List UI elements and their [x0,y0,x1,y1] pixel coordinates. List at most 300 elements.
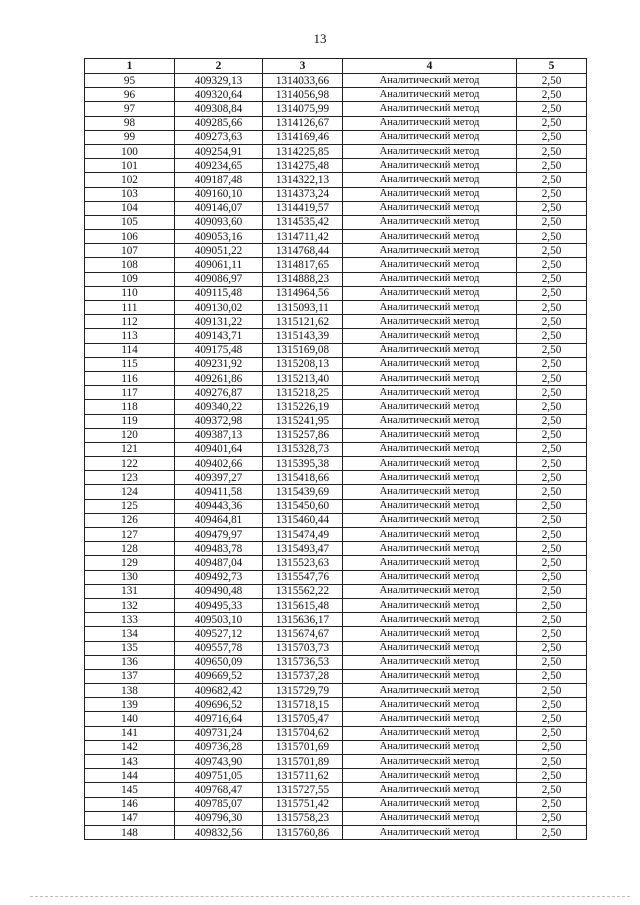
y-coordinate-cell: 1315701,89 [263,755,343,769]
accuracy-cell: 2,50 [517,485,587,499]
point-number-cell: 111 [85,301,175,315]
x-coordinate-cell: 409234,65 [175,159,263,173]
point-number-cell: 129 [85,556,175,570]
point-number-cell: 137 [85,669,175,683]
point-number-cell: 136 [85,655,175,669]
table-row [85,797,587,811]
accuracy-cell: 2,50 [517,102,587,116]
accuracy-cell: 2,50 [517,442,587,456]
point-number-cell: 141 [85,726,175,740]
accuracy-cell: 2,50 [517,627,587,641]
x-coordinate-cell: 409751,05 [175,769,263,783]
y-coordinate-cell: 1315703,73 [263,641,343,655]
point-number-cell: 100 [85,144,175,158]
method-cell: Аналитический метод [343,130,517,144]
y-coordinate-cell: 1314322,13 [263,173,343,187]
x-coordinate-cell: 409669,52 [175,669,263,683]
point-number-cell: 121 [85,442,175,456]
header-point-number: 1 [85,59,175,74]
point-number-cell: 139 [85,698,175,712]
x-coordinate-cell: 409086,97 [175,272,263,286]
method-cell: Аналитический метод [343,641,517,655]
accuracy-cell: 2,50 [517,428,587,442]
y-coordinate-cell: 1315751,42 [263,797,343,811]
table-row [85,201,587,215]
method-cell: Аналитический метод [343,201,517,215]
accuracy-cell: 2,50 [517,144,587,158]
y-coordinate-cell: 1315718,15 [263,698,343,712]
method-cell: Аналитический метод [343,173,517,187]
x-coordinate-cell: 409143,71 [175,329,263,343]
accuracy-cell: 2,50 [517,88,587,102]
point-number-cell: 146 [85,797,175,811]
y-coordinate-cell: 1314169,46 [263,130,343,144]
x-coordinate-cell: 409443,36 [175,499,263,513]
point-number-cell: 126 [85,513,175,527]
x-coordinate-cell: 409340,22 [175,400,263,414]
accuracy-cell: 2,50 [517,613,587,627]
table-row [85,230,587,244]
accuracy-cell: 2,50 [517,130,587,144]
method-cell: Аналитический метод [343,74,517,88]
accuracy-cell: 2,50 [517,769,587,783]
y-coordinate-cell: 1315257,86 [263,428,343,442]
y-coordinate-cell: 1315636,17 [263,613,343,627]
y-coordinate-cell: 1315562,22 [263,584,343,598]
x-coordinate-cell: 409387,13 [175,428,263,442]
table-row [85,726,587,740]
x-coordinate-cell: 409479,97 [175,528,263,542]
table-row [85,286,587,300]
x-coordinate-cell: 409495,33 [175,598,263,612]
method-cell: Аналитический метод [343,215,517,229]
method-cell: Аналитический метод [343,286,517,300]
point-number-cell: 110 [85,286,175,300]
method-cell: Аналитический метод [343,187,517,201]
accuracy-cell: 2,50 [517,315,587,329]
point-number-cell: 96 [85,88,175,102]
accuracy-cell: 2,50 [517,230,587,244]
y-coordinate-cell: 1315474,49 [263,528,343,542]
table-row [85,755,587,769]
point-number-cell: 116 [85,371,175,385]
x-coordinate-cell: 409308,84 [175,102,263,116]
y-coordinate-cell: 1315736,53 [263,655,343,669]
table-row [85,485,587,499]
x-coordinate-cell: 409487,04 [175,556,263,570]
x-coordinate-cell: 409650,09 [175,655,263,669]
x-coordinate-cell: 409175,48 [175,343,263,357]
coordinates-table [84,58,587,840]
table-row [85,386,587,400]
y-coordinate-cell: 1314056,98 [263,88,343,102]
accuracy-cell: 2,50 [517,386,587,400]
table-row [85,811,587,825]
y-coordinate-cell: 1315439,69 [263,485,343,499]
method-cell: Аналитический метод [343,230,517,244]
method-cell: Аналитический метод [343,669,517,683]
y-coordinate-cell: 1314964,56 [263,286,343,300]
method-cell: Аналитический метод [343,258,517,272]
point-number-cell: 128 [85,542,175,556]
y-coordinate-cell: 1315460,44 [263,513,343,527]
accuracy-cell: 2,50 [517,258,587,272]
point-number-cell: 104 [85,201,175,215]
accuracy-cell: 2,50 [517,371,587,385]
table-row [85,159,587,173]
method-cell: Аналитический метод [343,613,517,627]
y-coordinate-cell: 1315704,62 [263,726,343,740]
point-number-cell: 108 [85,258,175,272]
x-coordinate-cell: 409276,87 [175,386,263,400]
x-coordinate-cell: 409785,07 [175,797,263,811]
y-coordinate-cell: 1314373,24 [263,187,343,201]
x-coordinate-cell: 409743,90 [175,755,263,769]
accuracy-cell: 2,50 [517,244,587,258]
accuracy-cell: 2,50 [517,783,587,797]
point-number-cell: 120 [85,428,175,442]
table-row [85,457,587,471]
method-cell: Аналитический метод [343,712,517,726]
x-coordinate-cell: 409320,64 [175,88,263,102]
x-coordinate-cell: 409397,27 [175,471,263,485]
y-coordinate-cell: 1314711,42 [263,230,343,244]
x-coordinate-cell: 409492,73 [175,570,263,584]
y-coordinate-cell: 1314033,66 [263,74,343,88]
accuracy-cell: 2,50 [517,584,587,598]
accuracy-cell: 2,50 [517,329,587,343]
table-row [85,627,587,641]
x-coordinate-cell: 409146,07 [175,201,263,215]
x-coordinate-cell: 409731,24 [175,726,263,740]
accuracy-cell: 2,50 [517,641,587,655]
accuracy-cell: 2,50 [517,698,587,712]
x-coordinate-cell: 409160,10 [175,187,263,201]
method-cell: Аналитический метод [343,584,517,598]
method-cell: Аналитический метод [343,329,517,343]
table-row [85,88,587,102]
method-cell: Аналитический метод [343,244,517,258]
accuracy-cell: 2,50 [517,669,587,683]
accuracy-cell: 2,50 [517,528,587,542]
y-coordinate-cell: 1315758,23 [263,811,343,825]
method-cell: Аналитический метод [343,414,517,428]
table-row [85,769,587,783]
y-coordinate-cell: 1314888,23 [263,272,343,286]
header-y-coordinate: 3 [263,59,343,74]
point-number-cell: 112 [85,315,175,329]
method-cell: Аналитический метод [343,598,517,612]
point-number-cell: 103 [85,187,175,201]
x-coordinate-cell: 409131,22 [175,315,263,329]
point-number-cell: 97 [85,102,175,116]
table-row [85,712,587,726]
x-coordinate-cell: 409061,11 [175,258,263,272]
method-cell: Аналитический метод [343,740,517,754]
x-coordinate-cell: 409832,56 [175,825,263,839]
y-coordinate-cell: 1315328,73 [263,442,343,456]
x-coordinate-cell: 409464,81 [175,513,263,527]
y-coordinate-cell: 1315143,39 [263,329,343,343]
y-coordinate-cell: 1315615,48 [263,598,343,612]
accuracy-cell: 2,50 [517,173,587,187]
x-coordinate-cell: 409682,42 [175,684,263,698]
y-coordinate-cell: 1315241,95 [263,414,343,428]
x-coordinate-cell: 409503,10 [175,613,263,627]
point-number-cell: 134 [85,627,175,641]
point-number-cell: 105 [85,215,175,229]
y-coordinate-cell: 1315395,38 [263,457,343,471]
y-coordinate-cell: 1314817,65 [263,258,343,272]
y-coordinate-cell: 1314419,57 [263,201,343,215]
y-coordinate-cell: 1315711,62 [263,769,343,783]
point-number-cell: 109 [85,272,175,286]
point-number-cell: 124 [85,485,175,499]
point-number-cell: 115 [85,357,175,371]
accuracy-cell: 2,50 [517,201,587,215]
table-row [85,740,587,754]
accuracy-cell: 2,50 [517,457,587,471]
method-cell: Аналитический метод [343,542,517,556]
accuracy-cell: 2,50 [517,570,587,584]
table-row [85,471,587,485]
table-row [85,825,587,839]
method-cell: Аналитический метод [343,386,517,400]
method-cell: Аналитический метод [343,116,517,130]
x-coordinate-cell: 409527,12 [175,627,263,641]
method-cell: Аналитический метод [343,499,517,513]
table-row [85,301,587,315]
accuracy-cell: 2,50 [517,684,587,698]
table-row [85,513,587,527]
method-cell: Аналитический метод [343,698,517,712]
header-row [85,59,587,74]
point-number-cell: 106 [85,230,175,244]
method-cell: Аналитический метод [343,315,517,329]
method-cell: Аналитический метод [343,627,517,641]
method-cell: Аналитический метод [343,428,517,442]
table-row [85,173,587,187]
y-coordinate-cell: 1315450,60 [263,499,343,513]
y-coordinate-cell: 1315493,47 [263,542,343,556]
method-cell: Аналитический метод [343,88,517,102]
accuracy-cell: 2,50 [517,542,587,556]
x-coordinate-cell: 409130,02 [175,301,263,315]
table-row [85,258,587,272]
point-number-cell: 113 [85,329,175,343]
method-cell: Аналитический метод [343,457,517,471]
accuracy-cell: 2,50 [517,598,587,612]
table-row [85,116,587,130]
table-row [85,783,587,797]
method-cell: Аналитический метод [343,144,517,158]
method-cell: Аналитический метод [343,811,517,825]
method-cell: Аналитический метод [343,301,517,315]
point-number-cell: 98 [85,116,175,130]
accuracy-cell: 2,50 [517,712,587,726]
point-number-cell: 127 [85,528,175,542]
accuracy-cell: 2,50 [517,655,587,669]
accuracy-cell: 2,50 [517,797,587,811]
method-cell: Аналитический метод [343,102,517,116]
point-number-cell: 133 [85,613,175,627]
accuracy-cell: 2,50 [517,74,587,88]
y-coordinate-cell: 1315737,28 [263,669,343,683]
method-cell: Аналитический метод [343,655,517,669]
method-cell: Аналитический метод [343,513,517,527]
table-row [85,315,587,329]
y-coordinate-cell: 1315093,11 [263,301,343,315]
table-row [85,272,587,286]
y-coordinate-cell: 1315674,67 [263,627,343,641]
method-cell: Аналитический метод [343,471,517,485]
x-coordinate-cell: 409254,91 [175,144,263,158]
table-row [85,144,587,158]
table-row [85,102,587,116]
point-number-cell: 99 [85,130,175,144]
y-coordinate-cell: 1314225,85 [263,144,343,158]
method-cell: Аналитический метод [343,442,517,456]
table-row [85,244,587,258]
table-row [85,357,587,371]
table-row [85,598,587,612]
table-row [85,655,587,669]
table-row [85,613,587,627]
y-coordinate-cell: 1314126,67 [263,116,343,130]
table-row [85,74,587,88]
method-cell: Аналитический метод [343,343,517,357]
x-coordinate-cell: 409401,64 [175,442,263,456]
x-coordinate-cell: 409261,86 [175,371,263,385]
page-bottom-divider [30,896,630,898]
method-cell: Аналитический метод [343,159,517,173]
x-coordinate-cell: 409696,52 [175,698,263,712]
point-number-cell: 123 [85,471,175,485]
point-number-cell: 114 [85,343,175,357]
point-number-cell: 142 [85,740,175,754]
table-row [85,528,587,542]
y-coordinate-cell: 1314275,48 [263,159,343,173]
x-coordinate-cell: 409329,13 [175,74,263,88]
header-accuracy: 5 [517,59,587,74]
point-number-cell: 132 [85,598,175,612]
y-coordinate-cell: 1315121,62 [263,315,343,329]
table-row [85,584,587,598]
point-number-cell: 130 [85,570,175,584]
table-header [85,59,587,74]
method-cell: Аналитический метод [343,272,517,286]
table-row [85,343,587,357]
x-coordinate-cell: 409411,58 [175,485,263,499]
y-coordinate-cell: 1314535,42 [263,215,343,229]
accuracy-cell: 2,50 [517,400,587,414]
method-cell: Аналитический метод [343,556,517,570]
x-coordinate-cell: 409273,63 [175,130,263,144]
table-row [85,400,587,414]
accuracy-cell: 2,50 [517,825,587,839]
accuracy-cell: 2,50 [517,187,587,201]
accuracy-cell: 2,50 [517,301,587,315]
accuracy-cell: 2,50 [517,343,587,357]
accuracy-cell: 2,50 [517,357,587,371]
accuracy-cell: 2,50 [517,286,587,300]
table-row [85,556,587,570]
y-coordinate-cell: 1315226,19 [263,400,343,414]
y-coordinate-cell: 1315213,40 [263,371,343,385]
method-cell: Аналитический метод [343,528,517,542]
method-cell: Аналитический метод [343,755,517,769]
accuracy-cell: 2,50 [517,726,587,740]
x-coordinate-cell: 409557,78 [175,641,263,655]
accuracy-cell: 2,50 [517,272,587,286]
method-cell: Аналитический метод [343,371,517,385]
point-number-cell: 95 [85,74,175,88]
table-row [85,329,587,343]
accuracy-cell: 2,50 [517,116,587,130]
table-row [85,669,587,683]
x-coordinate-cell: 409231,92 [175,357,263,371]
y-coordinate-cell: 1315701,69 [263,740,343,754]
x-coordinate-cell: 409093,60 [175,215,263,229]
method-cell: Аналитический метод [343,570,517,584]
y-coordinate-cell: 1315727,55 [263,783,343,797]
x-coordinate-cell: 409285,66 [175,116,263,130]
point-number-cell: 122 [85,457,175,471]
point-number-cell: 135 [85,641,175,655]
table-row [85,442,587,456]
y-coordinate-cell: 1315729,79 [263,684,343,698]
x-coordinate-cell: 409372,98 [175,414,263,428]
x-coordinate-cell: 409796,30 [175,811,263,825]
accuracy-cell: 2,50 [517,556,587,570]
method-cell: Аналитический метод [343,783,517,797]
point-number-cell: 140 [85,712,175,726]
method-cell: Аналитический метод [343,684,517,698]
table-row [85,130,587,144]
point-number-cell: 125 [85,499,175,513]
x-coordinate-cell: 409051,22 [175,244,263,258]
point-number-cell: 148 [85,825,175,839]
y-coordinate-cell: 1315208,13 [263,357,343,371]
accuracy-cell: 2,50 [517,471,587,485]
point-number-cell: 144 [85,769,175,783]
method-cell: Аналитический метод [343,825,517,839]
point-number-cell: 107 [85,244,175,258]
point-number-cell: 102 [85,173,175,187]
table-row [85,684,587,698]
table-row [85,414,587,428]
y-coordinate-cell: 1314768,44 [263,244,343,258]
table-row [85,570,587,584]
table-row [85,371,587,385]
point-number-cell: 117 [85,386,175,400]
y-coordinate-cell: 1315523,63 [263,556,343,570]
point-number-cell: 138 [85,684,175,698]
point-number-cell: 119 [85,414,175,428]
accuracy-cell: 2,50 [517,755,587,769]
table-row [85,428,587,442]
header-x-coordinate: 2 [175,59,263,74]
y-coordinate-cell: 1315547,76 [263,570,343,584]
header-method: 4 [343,59,517,74]
x-coordinate-cell: 409716,64 [175,712,263,726]
point-number-cell: 145 [85,783,175,797]
point-number-cell: 101 [85,159,175,173]
method-cell: Аналитический метод [343,400,517,414]
x-coordinate-cell: 409483,78 [175,542,263,556]
table-row [85,187,587,201]
y-coordinate-cell: 1315705,47 [263,712,343,726]
